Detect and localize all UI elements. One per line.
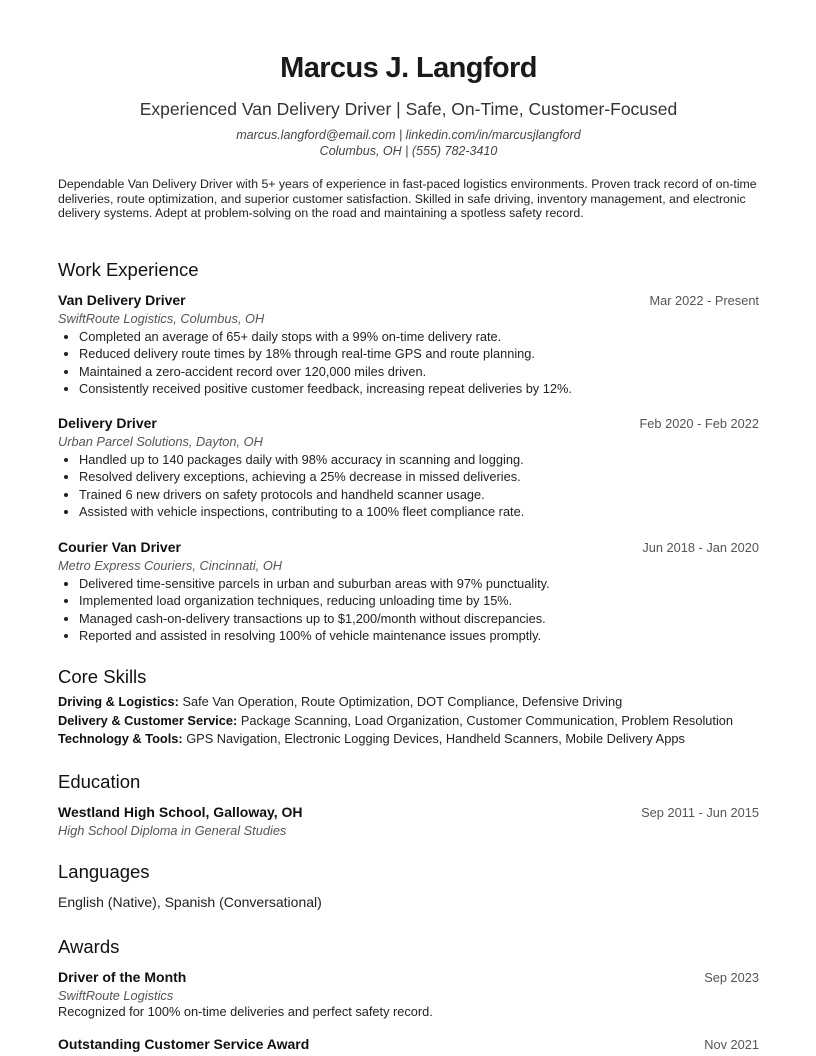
job-company: SwiftRoute Logistics, Columbus, OH [58,311,265,326]
job-bullets [58,575,759,645]
skill-values: Package Scanning, Load Organization, Customer Communication, Problem Resolution [240,712,734,728]
job-bullet: • Consistently received positive customer feedback, increasing repeat deliveries by 12%. [79,380,759,397]
section-title-awards: Awards [58,936,120,957]
education-entry [58,804,759,838]
job-bullet: • Implemented load organization techniques, reducing unloading time by 15%. [79,592,759,609]
skills-list [58,693,759,749]
skill-line [58,712,759,731]
contact-line-location-phone: Columbus, OH | (555) 782-3410 [319,144,498,158]
contact-line-email-linkedin: marcus.langford@email.com | linkedin.com/in/marcusjlangford [236,128,581,142]
skill-values: Safe Van Operation, Route Optimization, DOT Compliance, Defensive Driving [182,694,623,709]
job-bullet: • Handled up to 140 packages daily with 98% accuracy in scanning and logging. [79,451,759,468]
section-title-education: Education [58,771,141,792]
award-date: Nov 2021 [704,1037,759,1052]
award-title: Outstanding Customer Service Award [58,1036,310,1052]
job-title: Courier Van Driver [58,539,181,555]
job-bullet: • Delivered time-sensitive parcels in urban and suburban areas with 97% punctuality. [79,575,759,592]
job-bullet: • Reduced delivery route times by 18% through real-time GPS and route planning. [79,345,759,362]
skill-category: Technology & Tools: [58,731,183,747]
award-title: Driver of the Month [58,969,187,985]
languages-list: English (Native), Spanish (Conversational) [58,894,322,910]
job-bullets [58,451,759,521]
skill-line [58,693,759,712]
award-entry [58,969,759,1019]
job-company: Metro Express Couriers, Cincinnati, OH [58,558,283,573]
skill-category: Driving & Logistics: [58,694,179,709]
job-dates: Mar 2022 - Present [649,293,759,308]
job-bullets [58,328,759,398]
job-title: Delivery Driver [58,415,157,431]
job-bullet: • Resolved delivery exceptions, achieving a 25% decrease in missed deliveries. [79,468,759,485]
job-bullet: • Assisted with vehicle inspections, contributing to a 100% fleet compliance rate. [79,503,759,520]
education-dates: Sep 2011 - Jun 2015 [641,805,759,820]
skill-values: GPS Navigation, Electronic Logging Devices, Handheld Scanners, Mobile Delivery Apps [186,731,685,747]
section-title-core-skills: Core Skills [58,666,147,687]
job-company: Urban Parcel Solutions, Dayton, OH [58,434,263,449]
job-dates: Feb 2020 - Feb 2022 [639,416,759,431]
section-title-work-experience: Work Experience [58,259,199,280]
job-bullet: • Reported and assisted in resolving 100% of vehicle maintenance issues promptly. [79,627,759,644]
award-entry [58,1036,759,1052]
degree: High School Diploma in General Studies [58,823,287,838]
award-date: Sep 2023 [704,970,759,985]
job-entry [58,292,759,398]
job-bullet: • Managed cash-on-delivery transactions up to $1,200/month without discrepancies. [79,610,759,627]
award-issuer: SwiftRoute Logistics [58,988,174,1003]
candidate-name: Marcus J. Langford [280,52,537,84]
professional-summary: Dependable Van Delivery Driver with 5+ years of experience in fast-paced logistics environments. Proven track record of on-time deliveries, route optimization, and superior customer satisfaction. Skilled in safe driving, inventory management, and electronic delivery systems. Adept at problem-solving on the road and maintaining a spotless safety record. [58,177,757,221]
job-bullet: • Trained 6 new drivers on safety protocols and handheld scanner usage. [79,486,759,503]
section-title-languages: Languages [58,861,150,882]
job-dates: Jun 2018 - Jan 2020 [642,540,759,555]
skill-line [58,730,759,749]
job-entry [58,415,759,521]
award-description: Recognized for 100% on-time deliveries and perfect safety record. [58,1004,433,1019]
job-title: Van Delivery Driver [58,292,186,308]
job-bullet: • Completed an average of 65+ daily stops with a 99% on-time delivery rate. [79,328,759,345]
candidate-headline: Experienced Van Delivery Driver | Safe, On-Time, Customer-Focused [139,99,678,119]
job-entry [58,539,759,645]
job-bullet: • Maintained a zero-accident record over 120,000 miles driven. [79,363,759,380]
skill-category: Delivery & Customer Service: [58,712,238,728]
school-name: Westland High School, Galloway, OH [58,804,303,820]
